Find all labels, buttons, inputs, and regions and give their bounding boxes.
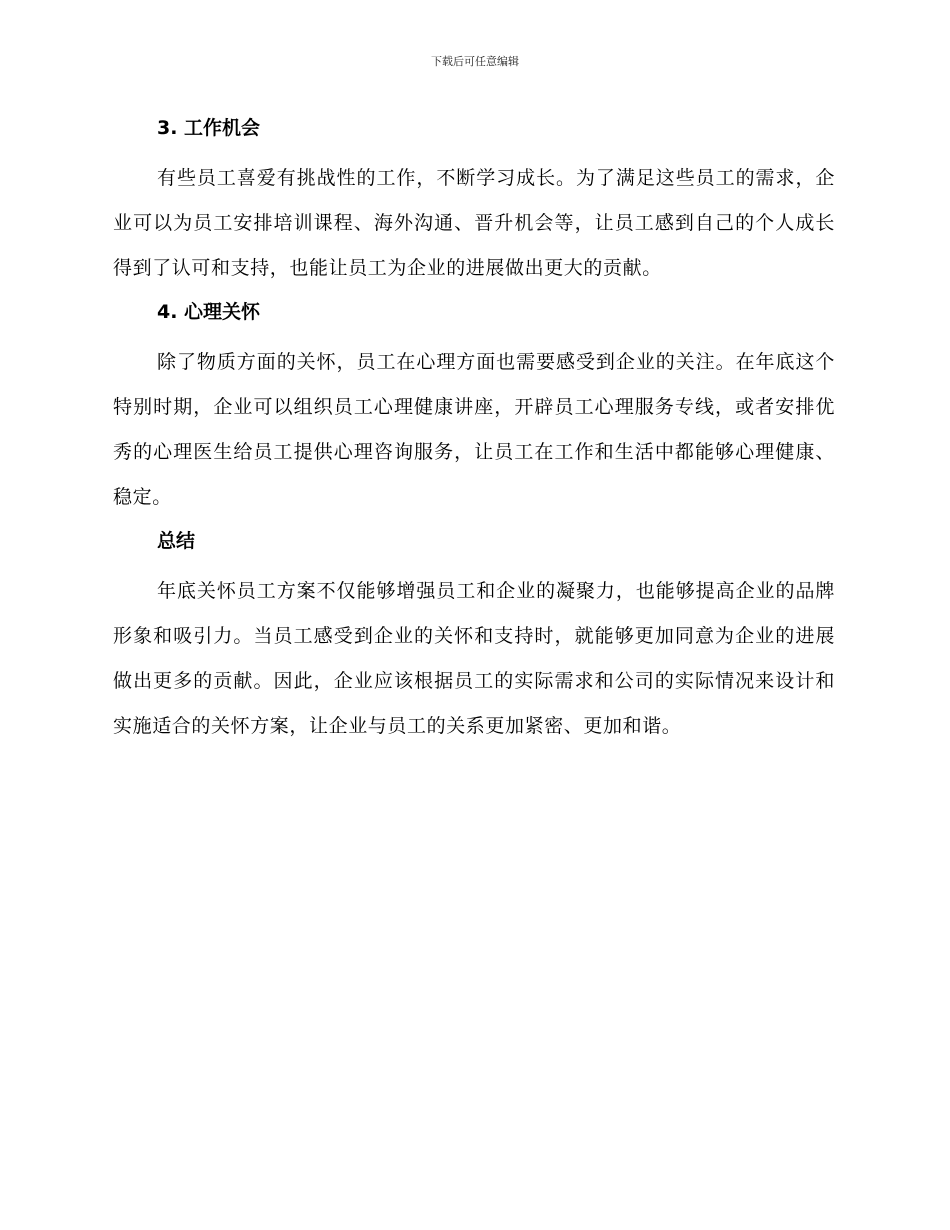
- section-paragraph-work-opportunity: 有些员工喜爱有挑战性的工作，不断学习成长。为了满足这些员工的需求，企业可以为员工安排培训课程、海外沟通、晋升机会等，让员工感到自己的个人成长得到了认可和支持，也能让员工为企业的进展做出更大的贡献。: [113, 167, 835, 279]
- section-paragraph-summary: 年底关怀员工方案不仅能够增强员工和企业的凝聚力，也能够提高企业的品牌形象和吸引力。当员工感受到企业的关怀和支持时，就能够更加同意为企业的进展做出更多的贡献。因此，企业应该根据员工的实际需求和公司的实际情况来设计和实施适合的关怀方案，让企业与员工的关系更加紧密、更加和谐。: [113, 580, 835, 737]
- document-body: [113, 113, 835, 755]
- section-heading-work-opportunity: 3. 工作机会: [157, 117, 261, 139]
- section-heading-psychological-care: 4. 心理关怀: [157, 301, 261, 323]
- section-paragraph-psychological-care: 除了物质方面的关怀，员工在心理方面也需要感受到企业的关注。在年底这个特别时期，企业可以组织员工心理健康讲座，开辟员工心理服务专线，或者安排优秀的心理医生给员工提供心理咨询服务，让员工在工作和生活中都能够心理健康、稳定。: [113, 351, 835, 508]
- page-header-note: 下载后可任意编辑: [431, 55, 519, 68]
- section-heading-summary: 总结: [157, 530, 196, 552]
